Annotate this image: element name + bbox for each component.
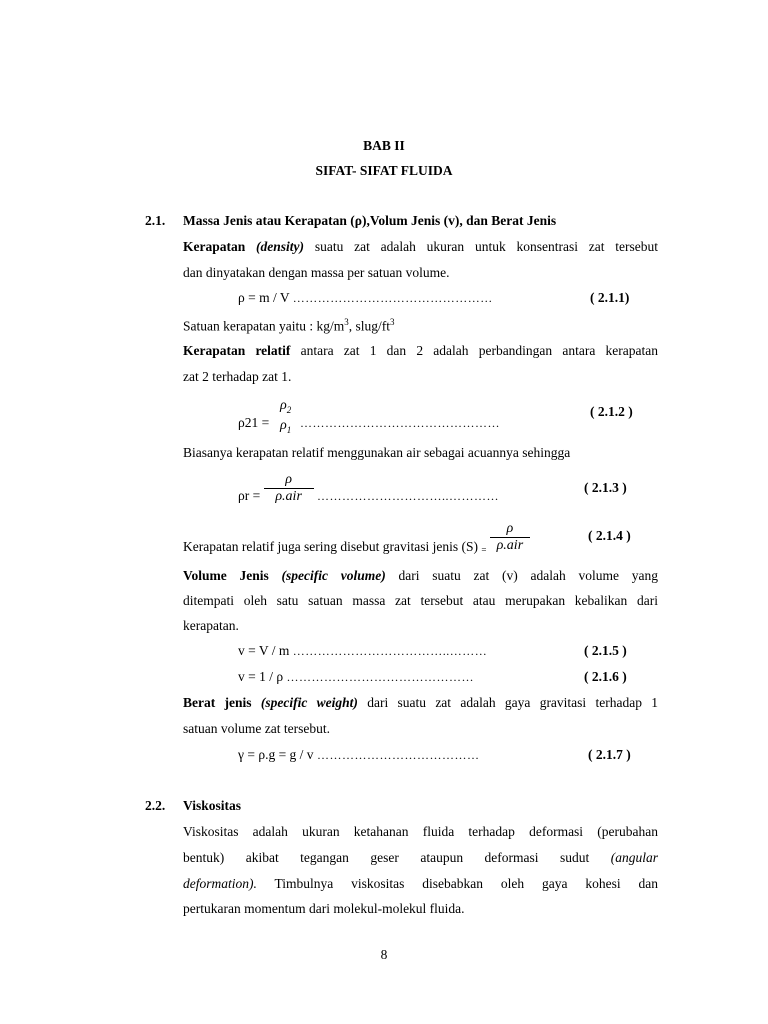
fraction-numerator: ρ xyxy=(506,521,514,536)
term-kerapatan: Kerapatan xyxy=(183,239,246,254)
paragraph-volume-line2: ditempati oleh satu satuan massa zat tersebut atau merupakan kebalikan dari xyxy=(183,593,658,608)
fraction xyxy=(264,472,314,505)
term-deformation: deformation). xyxy=(183,876,257,891)
equation-lhs: γ = ρ.g = g / v xyxy=(238,747,314,762)
fraction xyxy=(490,521,530,554)
paragraph-text: Kerapatan relatif juga sering disebut gravitasi jenis (S) xyxy=(183,538,479,554)
equation-lhs: ρ = m / V xyxy=(238,290,290,305)
paragraph-text: bentuk) akibat tegangan geser ataupun deformasi sudut xyxy=(183,850,590,865)
fraction xyxy=(275,398,297,438)
equation-2-1-3 xyxy=(238,472,499,505)
equation-number: ( 2.1.5 ) xyxy=(584,643,627,658)
chapter-label: BAB II xyxy=(363,138,405,153)
section-title-2-2: Viskositas xyxy=(183,798,242,813)
paragraph-text: dari suatu zat adalah gaya gravitasi terhadap 1 xyxy=(367,695,659,710)
section-number-2-2: 2.2. xyxy=(145,798,166,813)
paragraph-text: suatu zat adalah ukuran untuk konsentrasi zat tersebut xyxy=(314,239,659,254)
term-density: (density) xyxy=(256,239,305,254)
units-line xyxy=(183,317,394,335)
paragraph-volume-line1 xyxy=(183,568,658,584)
equation-dots: ………………………………………… xyxy=(299,415,500,430)
paragraph-acuan: Biasanya kerapatan relatif menggunakan air sebagai acuannya sehingga xyxy=(183,445,571,460)
fraction-denominator: $\rho_1$ xyxy=(279,417,292,435)
units-text: , slug/ft xyxy=(348,318,390,334)
fraction-numerator: $\rho_2$ xyxy=(279,398,292,415)
equation-dots: ……………………………………… xyxy=(286,670,474,684)
paragraph-gravitasi-jenis xyxy=(183,521,530,554)
equation-2-1-2 xyxy=(238,398,500,438)
equation-lhs: ρr = xyxy=(238,487,261,503)
equation-2-1-1 xyxy=(238,290,493,306)
equation-number: ( 2.1.3 ) xyxy=(584,480,627,495)
equation-dots: …………………………..………… xyxy=(316,488,499,503)
paragraph-text: antara zat 1 dan 2 adalah perbandingan antara kerapatan xyxy=(300,343,658,358)
chapter-title: SIFAT- SIFAT FLUIDA xyxy=(315,163,453,178)
equation-2-1-7 xyxy=(238,747,479,763)
section-title-2-1: Massa Jenis atau Kerapatan (ρ),Volum Jenis (v), dan Berat Jenis xyxy=(183,213,557,228)
term-angular: (angular xyxy=(610,850,659,865)
equation-lhs: v = V / m xyxy=(238,643,290,658)
equation-number: ( 2.1.6 ) xyxy=(584,669,627,684)
equals-sign: = xyxy=(481,544,487,555)
units-text: Satuan kerapatan yaitu : kg/m xyxy=(183,318,345,334)
paragraph-relative-line2: zat 2 terhadap zat 1. xyxy=(183,369,292,384)
equation-lhs: ρ21 = xyxy=(238,414,270,430)
equation-number: ( 2.1.2 ) xyxy=(590,404,633,419)
paragraph-viskositas-line2 xyxy=(183,850,658,866)
paragraph-volume-line3: kerapatan. xyxy=(183,618,239,633)
paragraph-viskositas-line1: Viskositas adalah ukuran ketahanan fluida terhadap deformasi (perubahan xyxy=(183,824,658,839)
fraction-denominator: ρ.air xyxy=(496,538,524,553)
term-specific-volume: (specific volume) xyxy=(281,568,386,583)
equation-number: ( 2.1.7 ) xyxy=(588,747,631,762)
equation-2-1-5 xyxy=(238,643,487,659)
paragraph-relative-line1 xyxy=(183,343,658,359)
paragraph-viskositas-line4: pertukaran momentum dari molekul-molekul fluida. xyxy=(183,901,465,916)
term-kerapatan-relatif: Kerapatan relatif xyxy=(183,343,291,358)
fraction-denominator: ρ.air xyxy=(275,489,302,504)
equation-number: ( 2.1.1) xyxy=(590,290,630,305)
paragraph-viskositas-line3 xyxy=(183,876,658,892)
equation-2-1-6 xyxy=(238,669,474,685)
equation-dots: ………………………………..……… xyxy=(292,644,488,658)
section-number-2-1: 2.1. xyxy=(145,213,166,228)
paragraph-berat-line2: satuan volume zat tersebut. xyxy=(183,721,330,736)
units-superscript: 3 xyxy=(344,317,349,327)
paragraph-density-line1 xyxy=(183,239,658,255)
paragraph-density-line2: dan dinyatakan dengan massa per satuan volume. xyxy=(183,265,450,280)
paragraph-text: Timbulnya viskositas disebabkan oleh gaya kohesi dan xyxy=(274,876,658,891)
fraction-numerator: ρ xyxy=(285,472,292,487)
paragraph-text: dari suatu zat (v) adalah volume yang xyxy=(398,568,659,583)
paragraph-berat-line1 xyxy=(183,695,658,711)
units-superscript: 3 xyxy=(389,317,395,327)
equation-dots: ………………………………… xyxy=(316,748,480,762)
equation-lhs: v = 1 / ρ xyxy=(238,669,284,684)
equation-dots: ………………………………………… xyxy=(292,291,493,305)
term-specific-weight: (specific weight) xyxy=(260,695,358,710)
term-volume-jenis: Volume Jenis xyxy=(183,568,269,583)
page-number: 8 xyxy=(380,947,388,962)
term-berat-jenis: Berat jenis xyxy=(183,695,252,710)
equation-number: ( 2.1.4 ) xyxy=(588,528,631,543)
